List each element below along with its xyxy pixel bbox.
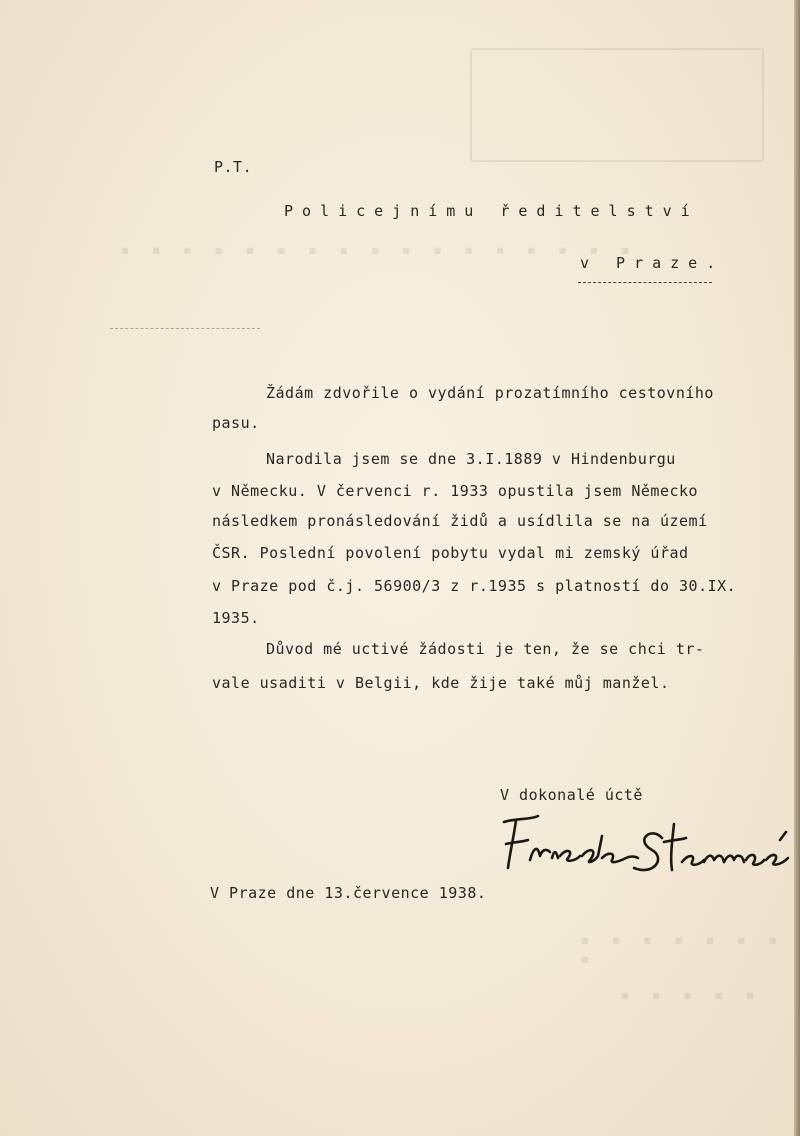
faded-dash-line — [110, 328, 260, 329]
addressee-line-1: Policejnímu ředitelství — [284, 202, 699, 220]
body-line: 1935. — [212, 609, 260, 627]
handwritten-signature — [494, 800, 794, 890]
body-line: v Praze pod č.j. 56900/3 z r.1935 s platností do 30.IX. — [212, 577, 737, 595]
closing: V dokonalé úctě — [500, 786, 643, 804]
addressee-underline — [578, 282, 712, 283]
stamp-bleed-through — [470, 48, 764, 162]
body-line: pasu. — [212, 414, 260, 432]
bleed-through-text: ▪ ▪ ▪ ▪ ▪ — [620, 985, 761, 1004]
body-line: Narodila jsem se dne 3.I.1889 v Hindenburgu — [266, 450, 676, 468]
body-line: ČSR. Poslední povolení pobytu vydal mi zemský úřad — [212, 544, 689, 562]
bleed-through-text: ▪ ▪ ▪ ▪ ▪ ▪ ▪ ▪ — [580, 930, 784, 968]
body-line: vale usaditi v Belgii, kde žije také můj manžel. — [212, 674, 670, 692]
place-and-date: V Praze dne 13.července 1938. — [210, 884, 487, 902]
body-line: Žádám zdvořile o vydání prozatímního cestovního — [266, 384, 714, 402]
body-line: v Německu. V červenci r. 1933 opustila jsem Německo — [212, 482, 699, 500]
salutation: P.T. — [214, 158, 253, 176]
addressee-line-2: v Praze. — [580, 254, 725, 272]
body-line: Důvod mé uctivé žádosti je ten, že se chci tr- — [266, 640, 705, 658]
body-line: následkem pronásledování židů a usídlila se na území — [212, 512, 708, 530]
bleed-through-text: ▪ ▪ ▪ ▪ ▪ ▪ ▪ ▪ ▪ ▪ ▪ ▪ ▪ ▪ ▪ ▪ ▪ — [120, 240, 636, 259]
